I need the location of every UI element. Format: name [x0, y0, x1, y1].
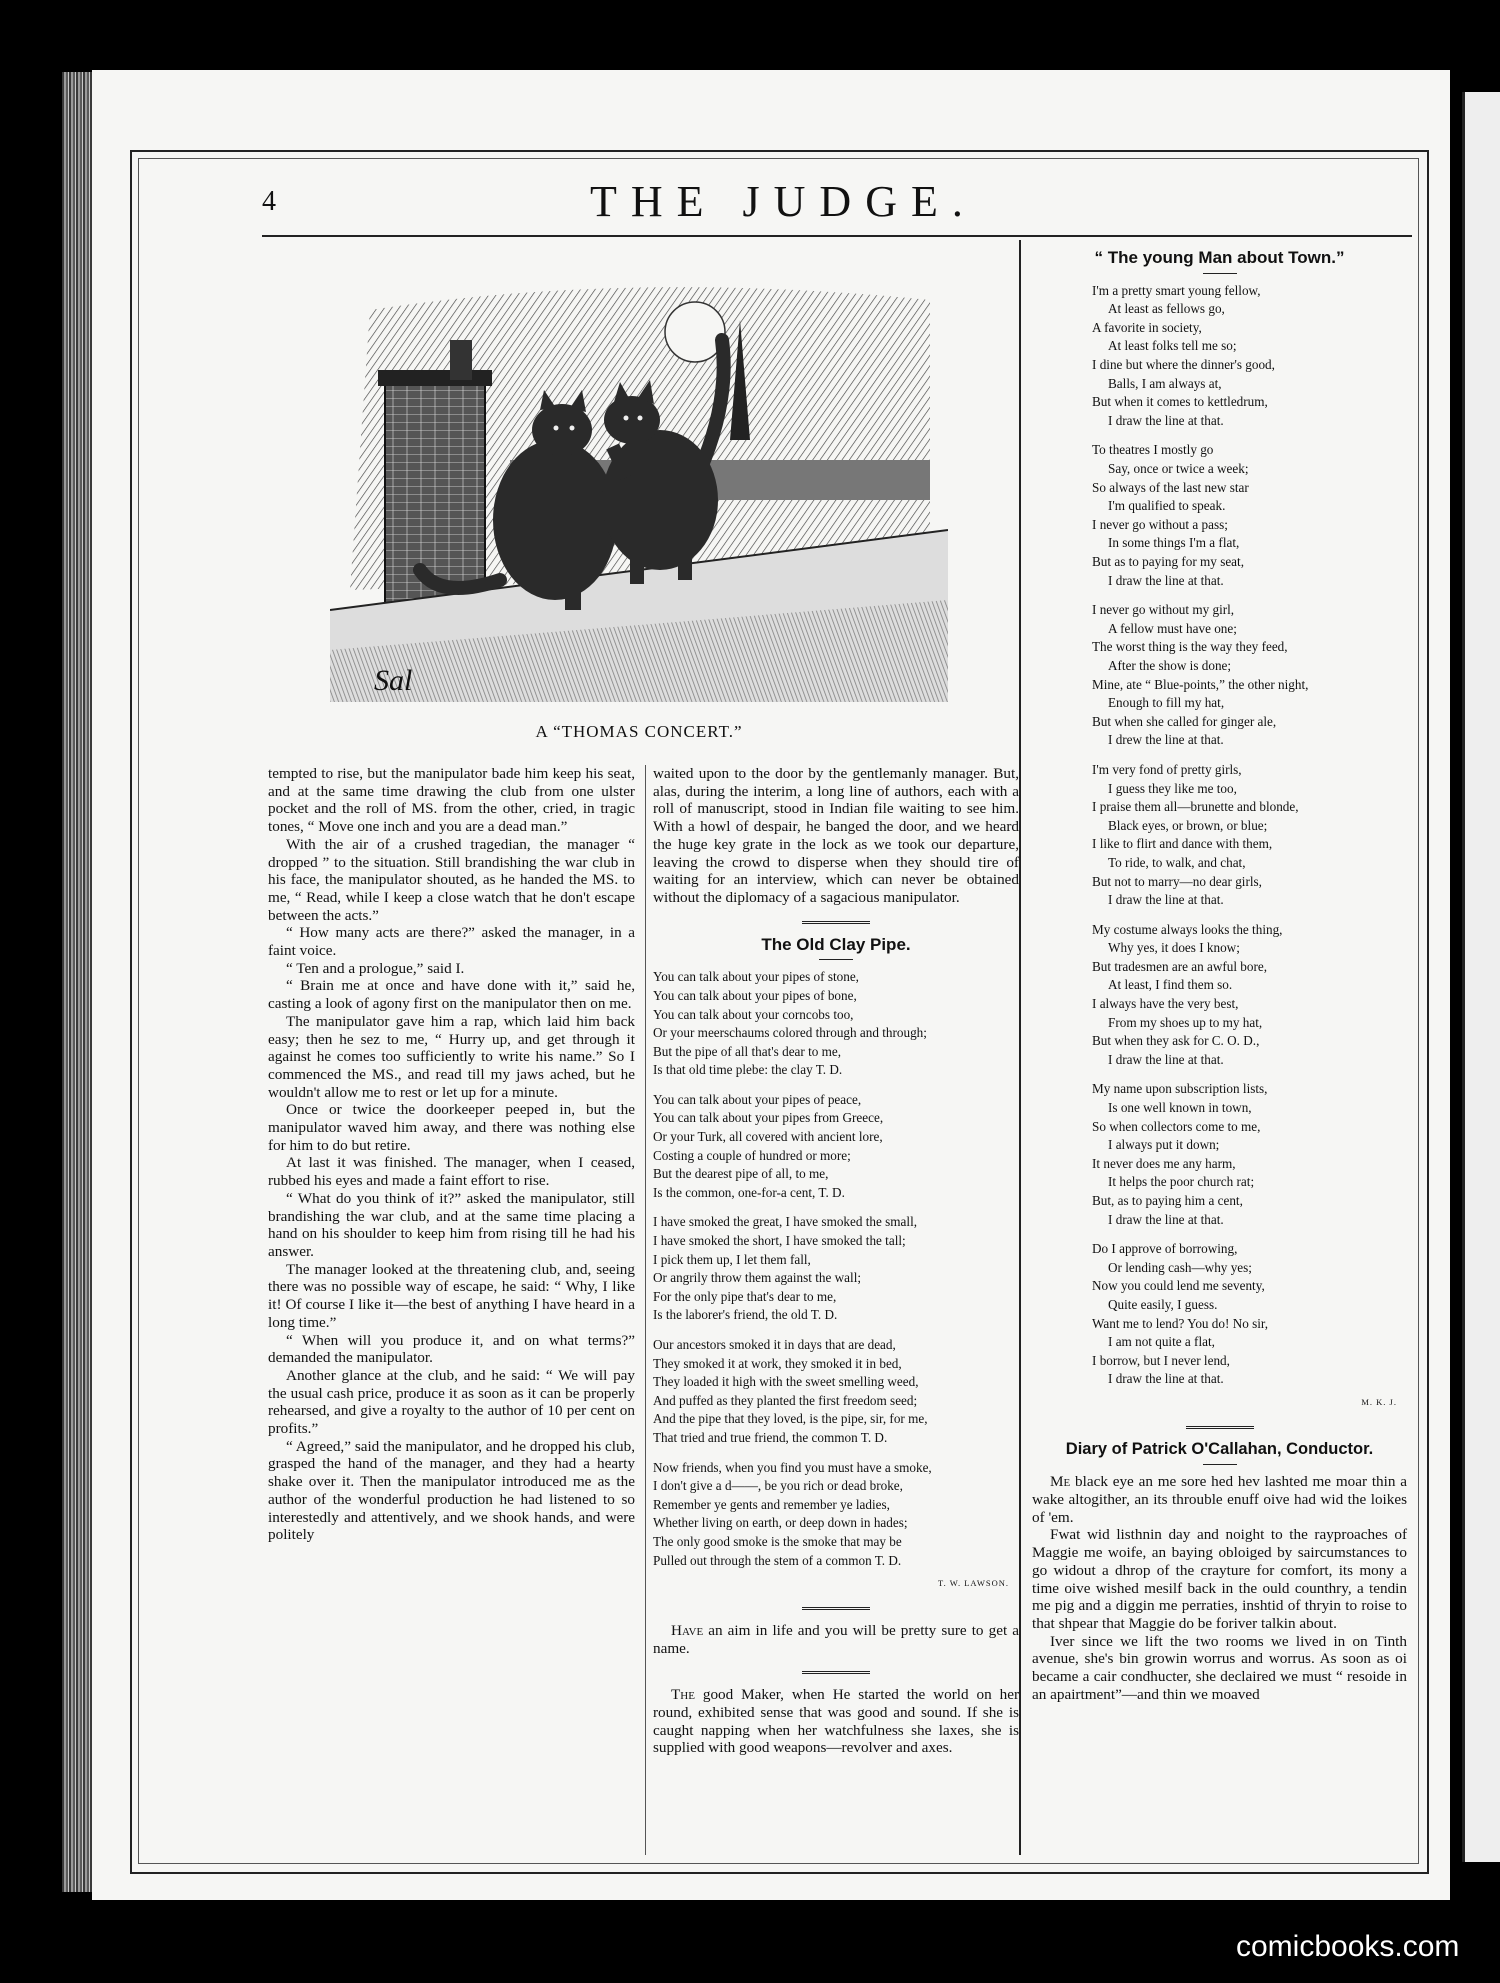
poem-line: Pulled out through the stem of a common T. D.	[653, 1552, 902, 1568]
illustration-caption: A “THOMAS CONCERT.”	[535, 722, 743, 741]
poem-line: At least folks tell me so;	[1108, 338, 1237, 354]
poem-line: Quite easily, I guess.	[1108, 1296, 1218, 1312]
story-paragraph: At last it was finished. The manager, when I ceased, rubbed his eyes and made a faint effort to rise.	[268, 1154, 635, 1190]
poem-line: Or angrily throw them against the wall;	[653, 1270, 862, 1286]
poem-line: They smoked it at work, they smoked it in bed,	[653, 1355, 902, 1371]
poem-line: Enough to fill my hat,	[1108, 695, 1225, 711]
poem-line: And puffed as they planted the first freedom seed;	[653, 1392, 918, 1408]
poem-line: I draw the line at that.	[1108, 1051, 1224, 1067]
story-paragraph: “ Brain me at once and have done with it,” said he, casting a look of agony first on the manipulator then on me.	[268, 977, 635, 1013]
masthead-title: THE JUDGE.	[590, 177, 977, 226]
poem-line: Why yes, it does I know;	[1108, 940, 1240, 956]
poem-line: I always put it down;	[1108, 1137, 1220, 1153]
poem-line: But tradesmen are an awful bore,	[1092, 958, 1268, 974]
pipe-poem-author: T. W. LAWSON.	[938, 1578, 1009, 1589]
story-paragraph: “ How many acts are there?” asked the manager, in a faint voice.	[268, 924, 635, 960]
story-column-1	[268, 765, 635, 1544]
filler-paragraph	[653, 1686, 1019, 1757]
poem-line: Our ancestors smoked it in days that are dead,	[653, 1337, 896, 1353]
poem-line: But the pipe of all that's dear to me,	[653, 1043, 842, 1059]
poem-line: I dine but where the dinner's good,	[1092, 357, 1275, 373]
poem-line: You can talk about your corncobs too,	[653, 1006, 854, 1022]
filler-lead: The	[671, 1686, 695, 1704]
poem-stanza	[653, 1213, 1019, 1325]
cats-on-rooftop-illustration	[330, 270, 948, 702]
poem-line: To theatres I mostly go	[1092, 442, 1214, 458]
poem-stanza	[1092, 441, 1407, 590]
section-divider	[802, 1671, 870, 1676]
poem-line: At least, I find them so.	[1108, 977, 1233, 993]
poem-stanza	[653, 968, 1019, 1080]
poem-line: I don't give a d——, be you rich or dead broke,	[653, 1478, 903, 1494]
poem-line: A favorite in society,	[1092, 319, 1202, 335]
poem-line: A fellow must have one;	[1108, 620, 1237, 636]
facing-page-edge	[1462, 92, 1500, 1862]
poem-line: Want me to lend? You do! No sir,	[1092, 1315, 1269, 1331]
story-paragraph: Once or twice the doorkeeper peeped in, but the manipulator waved him away, and there was nothing else for him to do but retire.	[268, 1101, 635, 1154]
poem-line: I draw the line at that.	[1108, 1371, 1224, 1387]
right-column	[1032, 241, 1407, 1704]
poem-line: But when she called for ginger ale,	[1092, 713, 1277, 729]
title-rule	[1203, 1464, 1237, 1465]
poem-line: Now you could lend me seventy,	[1092, 1278, 1265, 1294]
story-paragraph: “ When will you produce it, and on what terms?” demanded the manipulator.	[268, 1331, 635, 1367]
poem-line: Is the laborer's friend, the old T. D.	[653, 1307, 838, 1323]
poem-line: Is that old time plebe: the clay T. D.	[653, 1062, 843, 1078]
page-number: 4	[262, 186, 276, 217]
poem-stanza	[1092, 601, 1407, 750]
story-paragraph: With the air of a crushed tragedian, the manager “ dropped ” to the situation. Still brandishing the war club in his face, the manipulator shouted, as he handed the MS. to me, “ Read, while I keep a close watch that he don't escape between the acts.”	[268, 835, 635, 924]
poem-line: I guess they like me too,	[1108, 780, 1237, 796]
poem-stanza	[653, 1459, 1019, 1571]
poem-line: I drew the line at that.	[1108, 732, 1224, 748]
poem-line: And the pipe that they loved, is the pipe, sir, for me,	[653, 1411, 928, 1427]
poem-stanza	[1092, 921, 1407, 1070]
diary-text: Iver since we lift the two rooms we lived in on Tinth avenue, she's bin growin worrus and worrus. As soon as oi became a cair condhucter, she declaired we must “ resoide in an apairtment”—and thin we moaved	[1032, 1632, 1407, 1703]
poem-line: I draw the line at that.	[1108, 572, 1224, 588]
story-paragraph: “ Ten and a prologue,” said I.	[286, 959, 465, 977]
site-watermark: comicbooks.com	[1236, 1930, 1460, 1963]
story-continuation: waited upon to the door by the gentlemanly manager. But, alas, during the interim, a long line of authors, each with a roll of manuscript, stood in Indian file waiting to see him. With a howl of despair, he banged the door, and we heard the huge key grate in the lock as we took our departure, leaving the crowd to disperse when they should tire of waiting for an interview, which can never be obtained without the diplomacy of a sagacious manipulator.	[653, 765, 1019, 906]
poem-line: You can talk about your pipes of peace,	[653, 1091, 862, 1107]
poem-line: The only good smoke is the smoke that may be	[653, 1533, 902, 1549]
poem-line: Costing a couple of hundred or more;	[653, 1147, 851, 1163]
book-spine	[62, 72, 92, 1892]
poem-line: It never does me any harm,	[1092, 1155, 1236, 1171]
diary-paragraph	[1032, 1526, 1407, 1632]
poem-stanza	[1092, 761, 1407, 910]
column-rule-middle	[645, 765, 646, 1855]
poem-line: Do I approve of borrowing,	[1092, 1241, 1238, 1257]
poem-line: I have smoked the short, I have smoked the tall;	[653, 1233, 906, 1249]
poem-stanza	[1092, 1240, 1407, 1389]
story-paragraph: “ What do you think of it?” asked the manipulator, still brandishing the war club, and at the same time placing a hand on his shoulder to keep him from rising till he had his answer.	[268, 1189, 635, 1260]
poem-line: My name upon subscription lists,	[1092, 1081, 1268, 1097]
poem-line: Balls, I am always at,	[1108, 375, 1222, 391]
poem-line: So when collectors come to me,	[1092, 1118, 1261, 1134]
diary-lead: Me	[1050, 1473, 1071, 1491]
poem-line: It helps the poor church rat;	[1108, 1174, 1255, 1190]
poem-line: I pick them up, I let them fall,	[653, 1251, 811, 1267]
town-poem	[1032, 282, 1407, 1389]
title-rule	[1203, 273, 1237, 274]
poem-line: That tried and true friend, the common T. D.	[653, 1429, 888, 1445]
poem-line: I'm qualified to speak.	[1108, 498, 1226, 514]
diary-text: Fwat wid listhnin day and noight to the rayproaches of Maggie me woife, an baying obloiged by saircumstances to go widout a dhrop of the crayture for comfort, its mony a time oive wished mesilf back in the ould counthry, a tendin me pig and a diggin me perraties, inshtid of thryin to roise to that shpear that Maggie do be foriver talkin about.	[1032, 1526, 1407, 1632]
story-paragraph: Another glance at the club, and he said: “ We will pay the usual cash price, produce it as soon as it can be properly rehearsed, and give a royalty to the author of 10 per cent on profits.”	[268, 1366, 635, 1438]
poem-line: Say, once or twice a week;	[1108, 461, 1249, 477]
story-paragraph: The manipulator gave him a rap, which laid him back easy; then he sez to me, “ Hurry up, and get through it against he comes too sufficiently to write his name.” So I commenced the MS., and read till my jaws ached, but he wouldn't allow me to rest or let up for a minute.	[268, 1012, 635, 1101]
poem-line: Black eyes, or brown, or blue;	[1108, 817, 1268, 833]
poem-stanza	[1092, 282, 1407, 431]
poem-line: But as to paying for my seat,	[1092, 554, 1244, 570]
filler-paragraph	[653, 1622, 1019, 1657]
poem-line: Now friends, when you find you must have a smoke,	[653, 1459, 932, 1475]
poem-line: At least as fellows go,	[1108, 301, 1225, 317]
poem-line: Remember ye gents and remember ye ladies,	[653, 1496, 890, 1512]
artist-signature: Sal	[374, 664, 413, 697]
poem-line: Or your meerschaums colored through and through;	[653, 1025, 927, 1041]
diary-text: black eye an me sore hed hev lashted me moar thin a wake altogither, an its throuble enuff oive had wid the loikes of 'em.	[1032, 1473, 1407, 1526]
poem-line: I'm a pretty smart young fellow,	[1092, 282, 1261, 298]
poem-line: Is one well known in town,	[1108, 1100, 1252, 1116]
section-divider	[802, 921, 870, 926]
poem-line: I draw the line at that.	[1108, 1211, 1224, 1227]
section-divider	[1186, 1426, 1254, 1431]
poem-line: I'm very fond of pretty girls,	[1092, 761, 1242, 777]
poem-line: Or lending cash—why yes;	[1108, 1259, 1252, 1275]
poem-line: But the dearest pipe of all, to me,	[653, 1166, 829, 1182]
poem-line: But, as to paying him a cent,	[1092, 1193, 1243, 1209]
poem-line: They loaded it high with the sweet smelling weed,	[653, 1374, 919, 1390]
poem-line: To ride, to walk, and chat,	[1108, 854, 1246, 870]
diary-paragraph	[1032, 1633, 1407, 1704]
poem-line: But when it comes to kettledrum,	[1092, 394, 1268, 410]
pipe-poem	[653, 968, 1019, 1570]
poem-stanza	[653, 1336, 1019, 1448]
poem-line: But not to marry—no dear girls,	[1092, 873, 1262, 889]
poem-line: I like to flirt and dance with them,	[1092, 836, 1273, 852]
poem-line: I am not quite a flat,	[1108, 1334, 1215, 1350]
poem-stanza	[653, 1091, 1019, 1203]
poem-line: From my shoes up to my hat,	[1108, 1014, 1263, 1030]
poem-line: You can talk about your pipes of bone,	[653, 987, 857, 1003]
poem-line: I have smoked the great, I have smoked the small,	[653, 1214, 918, 1230]
poem-line: I always have the very best,	[1092, 996, 1239, 1012]
poem-stanza	[1092, 1080, 1407, 1229]
town-poem-author: M. K. J.	[1361, 1396, 1397, 1407]
poem-line: Is the common, one-for-a cent, T. D.	[653, 1184, 845, 1200]
poem-line: I draw the line at that.	[1108, 892, 1224, 908]
poem-line: I praise them all—brunette and blonde,	[1092, 799, 1299, 815]
filler-text: good Maker, when He started the world on her round, exhibited sense that was good and sound. If she is caught napping when her watchfulness she laxes, she is supplied with good weapons—revolver and axes.	[653, 1686, 1019, 1757]
filler-lead: Have	[671, 1621, 704, 1639]
poem-line: Or your Turk, all covered with ancient lore,	[653, 1129, 883, 1145]
poem-line: So always of the last new star	[1092, 479, 1249, 495]
column-rule-right	[1019, 240, 1021, 1855]
middle-column	[653, 765, 1019, 1757]
poem-line: You can talk about your pipes from Greece,	[653, 1110, 884, 1126]
poem-line: In some things I'm a flat,	[1108, 535, 1240, 551]
poem-line: I never go without a pass;	[1092, 516, 1228, 532]
poem-line: For the only pipe that's dear to me,	[653, 1288, 837, 1304]
poem-line: I draw the line at that.	[1108, 412, 1224, 428]
story-paragraph: tempted to rise, but the manipulator bade him keep his seat, and at the same time drawing the club from one ulster pocket and the roll of MS. from the other, cried, in tragic tones, “ Move one inch and you are a dead man.”	[268, 765, 635, 836]
poem-line: You can talk about your pipes of stone,	[653, 969, 859, 985]
poem-line: My costume always looks the thing,	[1092, 921, 1283, 937]
pipe-poem-title: The Old Clay Pipe.	[761, 934, 911, 954]
title-rule	[819, 959, 853, 960]
poem-line: Mine, ate “ Blue-points,” the other night,	[1092, 676, 1309, 692]
poem-line: Whether living on earth, or deep down in hades;	[653, 1515, 908, 1531]
filler-text: an aim in life and you will be pretty sure to get a name.	[653, 1621, 1019, 1657]
poem-line: After the show is done;	[1108, 657, 1232, 673]
diary-title: Diary of Patrick O'Callahan, Conductor.	[1065, 1439, 1374, 1458]
town-poem-title: “ The young Man about Town.”	[1094, 248, 1345, 267]
poem-line: I borrow, but I never lend,	[1092, 1352, 1230, 1368]
story-paragraph: The manager looked at the threatening club, and, seeing there was no possible way of escape, he said: “ Why, I like it! Of course I like it—the best of anything I have heard in a long time.”	[268, 1260, 635, 1331]
story-paragraph: “ Agreed,” said the manipulator, and he dropped his club, grasped the hand of the manager, and they had a hearty shake over it. Then the manipulator introduced me as the author of the wonderful production he had listened to so interestedly and attentively, and we shook hands, and were politely	[268, 1437, 635, 1544]
masthead-rule	[262, 235, 1412, 237]
poem-line: The worst thing is the way they feed,	[1092, 639, 1288, 655]
diary-paragraph	[1032, 1473, 1407, 1526]
section-divider	[802, 1607, 870, 1612]
poem-line: But when they ask for C. O. D.,	[1092, 1033, 1260, 1049]
poem-line: I never go without my girl,	[1092, 602, 1235, 618]
